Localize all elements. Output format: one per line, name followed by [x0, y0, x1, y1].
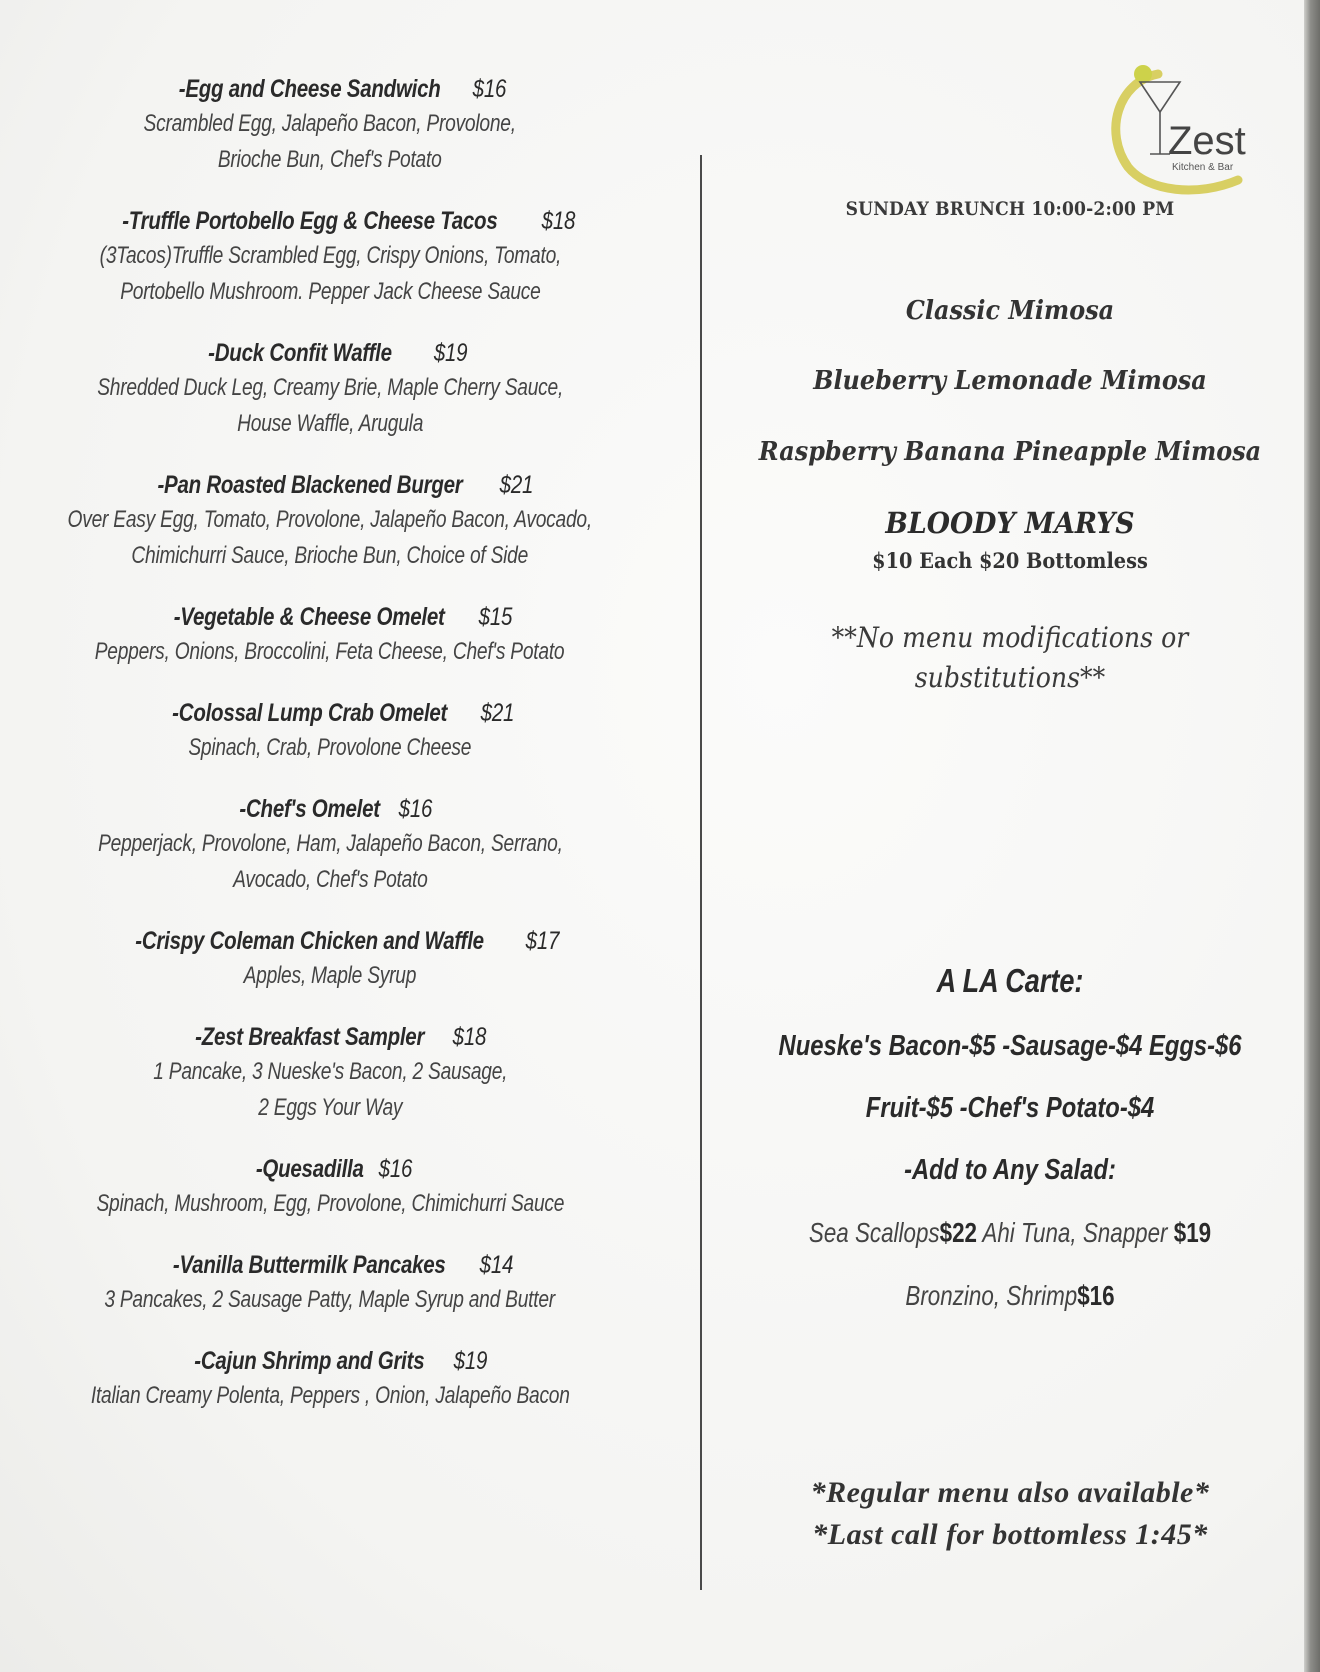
menu-item-description: (3Tacos)Truffle Scrambled Egg, Crispy Onions, Tomato, Portobello Mushroom. Pepper Jack Cheese Sauce — [99, 242, 561, 305]
menu-item-title: -Crispy Coleman Chicken and Waffle — [135, 927, 484, 955]
menu-item-description: 3 Pancakes, 2 Sausage Patty, Maple Syrup and Butter — [104, 1286, 556, 1313]
menu-item-title-line — [0, 696, 660, 730]
a-la-carte-heading: A LA Carte: — [936, 962, 1084, 999]
menu-item-title-line — [0, 792, 660, 826]
menu-item-description: Spinach, Crab, Provolone Cheese — [188, 734, 472, 761]
addon-sea-scallops-price: $22 — [939, 1217, 977, 1248]
menu-item-title: -Truffle Portobello Egg & Cheese Tacos — [121, 207, 498, 235]
menu-item-price: $17 — [525, 927, 560, 955]
menu-item — [0, 792, 660, 898]
menu-item-title-line — [0, 924, 660, 958]
column-divider — [700, 155, 702, 1590]
regular-menu-note: *Regular menu also available* — [810, 1476, 1210, 1509]
addon-bronzino-shrimp-price: $16 — [1077, 1280, 1115, 1311]
a-la-carte-line-1: Nueske's Bacon-$5 -Sausage-$4 Eggs-$6 — [778, 1030, 1242, 1062]
menu-item-description: Shredded Duck Leg, Creamy Brie, Maple Cherry Sauce, House Waffle, Arugula — [97, 374, 563, 437]
addon-ahi-tuna-snapper: Ahi Tuna, Snapper — [977, 1217, 1174, 1248]
menu-item — [0, 204, 660, 310]
addon-sea-scallops: Sea Scallops — [808, 1217, 940, 1248]
menu-item-price: $18 — [542, 207, 576, 235]
menu-item — [0, 696, 660, 766]
menu-item-title: -Vegetable & Cheese Omelet — [174, 603, 446, 631]
page-edge-shadow — [1304, 0, 1320, 1672]
menu-item-description: Italian Creamy Polenta, Peppers , Onion, Jalapeño Bacon — [90, 1382, 570, 1409]
menu-item-title: -Pan Roasted Blackened Burger — [157, 471, 463, 499]
a-la-carte-line-2: Fruit-$5 -Chef's Potato-$4 — [865, 1092, 1155, 1124]
menu-item-price: $15 — [478, 603, 512, 631]
salad-addons-row-1 — [762, 1217, 1258, 1249]
salad-addons-row-2 — [762, 1280, 1258, 1312]
menu-item-description: Spinach, Mushroom, Egg, Provolone, Chimichurri Sauce — [96, 1190, 564, 1217]
menu-item — [0, 468, 660, 574]
addon-bronzino-shrimp: Bronzino, Shrimp — [905, 1280, 1078, 1311]
bloody-marys-price: $10 Each $20 Bottomless — [872, 548, 1148, 573]
martini-glass-icon — [1140, 82, 1180, 112]
menu-item-title-line — [0, 336, 660, 370]
menu-item-title: -Colossal Lump Crab Omelet — [172, 699, 448, 727]
add-to-salad-heading: -Add to Any Salad: — [904, 1154, 1116, 1186]
logo-wordmark: Zest — [1168, 119, 1246, 163]
menu-item-price: $18 — [452, 1023, 487, 1051]
menu-item — [0, 1248, 660, 1318]
addon-ahi-tuna-snapper-price: $19 — [1173, 1217, 1212, 1248]
no-modifications-note: **No menu modifications or substitutions** — [831, 621, 1189, 694]
menu-item-title-line — [0, 1248, 660, 1282]
drink-blueberry-mimosa: Blueberry Lemonade Mimosa — [813, 366, 1207, 396]
menu-item-title: -Cajun Shrimp and Grits — [194, 1347, 425, 1375]
menu-item-title-line — [0, 600, 660, 634]
menu-item-description: Peppers, Onions, Broccolini, Feta Cheese, Chef's Potato — [95, 638, 565, 665]
menu-item-title: -Chef's Omelet — [239, 795, 380, 823]
zest-logo — [1098, 62, 1248, 197]
drink-raspberry-mimosa: Raspberry Banana Pineapple Mimosa — [758, 437, 1262, 467]
menu-item-description: Apples, Maple Syrup — [243, 962, 417, 989]
menu-item-title-line — [0, 1020, 660, 1054]
brunch-hours: SUNDAY BRUNCH 10:00-2:00 PM — [845, 198, 1175, 220]
menu-item-title-line — [0, 72, 660, 106]
menu-item-price: $16 — [472, 75, 507, 103]
menu-item-description: Over Easy Egg, Tomato, Provolone, Jalapeño Bacon, Avocado, Chimichurri Sauce, Brioche Bun, Choice of Side — [67, 506, 593, 569]
menu-item — [0, 1020, 660, 1126]
menu-item-title-line — [0, 1152, 660, 1186]
menu-item-price: $21 — [480, 699, 515, 727]
entree-list — [0, 72, 660, 1440]
menu-item — [0, 1344, 660, 1414]
menu-item-description: Pepperjack, Provolone, Ham, Jalapeño Bacon, Serrano, Avocado, Chef's Potato — [97, 830, 563, 893]
menu-item — [0, 1152, 660, 1222]
menu-item-title-line — [0, 1344, 660, 1378]
menu-item-price: $19 — [453, 1347, 488, 1375]
menu-item-title-line — [0, 204, 660, 238]
menu-item — [0, 924, 660, 994]
bloody-marys-title: BLOODY MARYS — [885, 506, 1135, 540]
last-call-note: *Last call for bottomless 1:45* — [812, 1518, 1208, 1551]
menu-item-price: $16 — [379, 1155, 413, 1183]
menu-item-title: -Egg and Cheese Sandwich — [178, 75, 441, 103]
olive-icon — [1134, 65, 1152, 83]
menu-item-title-line — [0, 468, 660, 502]
menu-item — [0, 600, 660, 670]
menu-item-description: 1 Pancake, 3 Nueske's Bacon, 2 Sausage, 2 Eggs Your Way — [152, 1058, 507, 1121]
menu-item — [0, 72, 660, 178]
menu-item-price: $14 — [479, 1251, 513, 1279]
menu-item-price: $16 — [398, 795, 433, 823]
menu-item-price: $19 — [417, 339, 467, 367]
menu-item-description: Scrambled Egg, Jalapeño Bacon, Provolone, Brioche Bun, Chef's Potato — [143, 110, 517, 173]
menu-item-title: -Duck Confit Waffle — [207, 339, 392, 367]
logo-subtitle: Kitchen & Bar — [1172, 162, 1234, 173]
menu-item-title: -Vanilla Buttermilk Pancakes — [173, 1251, 446, 1279]
menu-item — [0, 336, 660, 442]
menu-item-title: -Zest Breakfast Sampler — [195, 1023, 425, 1051]
menu-item-price: $21 — [499, 471, 533, 499]
menu-item-title: -Quesadilla — [255, 1155, 364, 1183]
drink-classic-mimosa: Classic Mimosa — [905, 296, 1115, 326]
